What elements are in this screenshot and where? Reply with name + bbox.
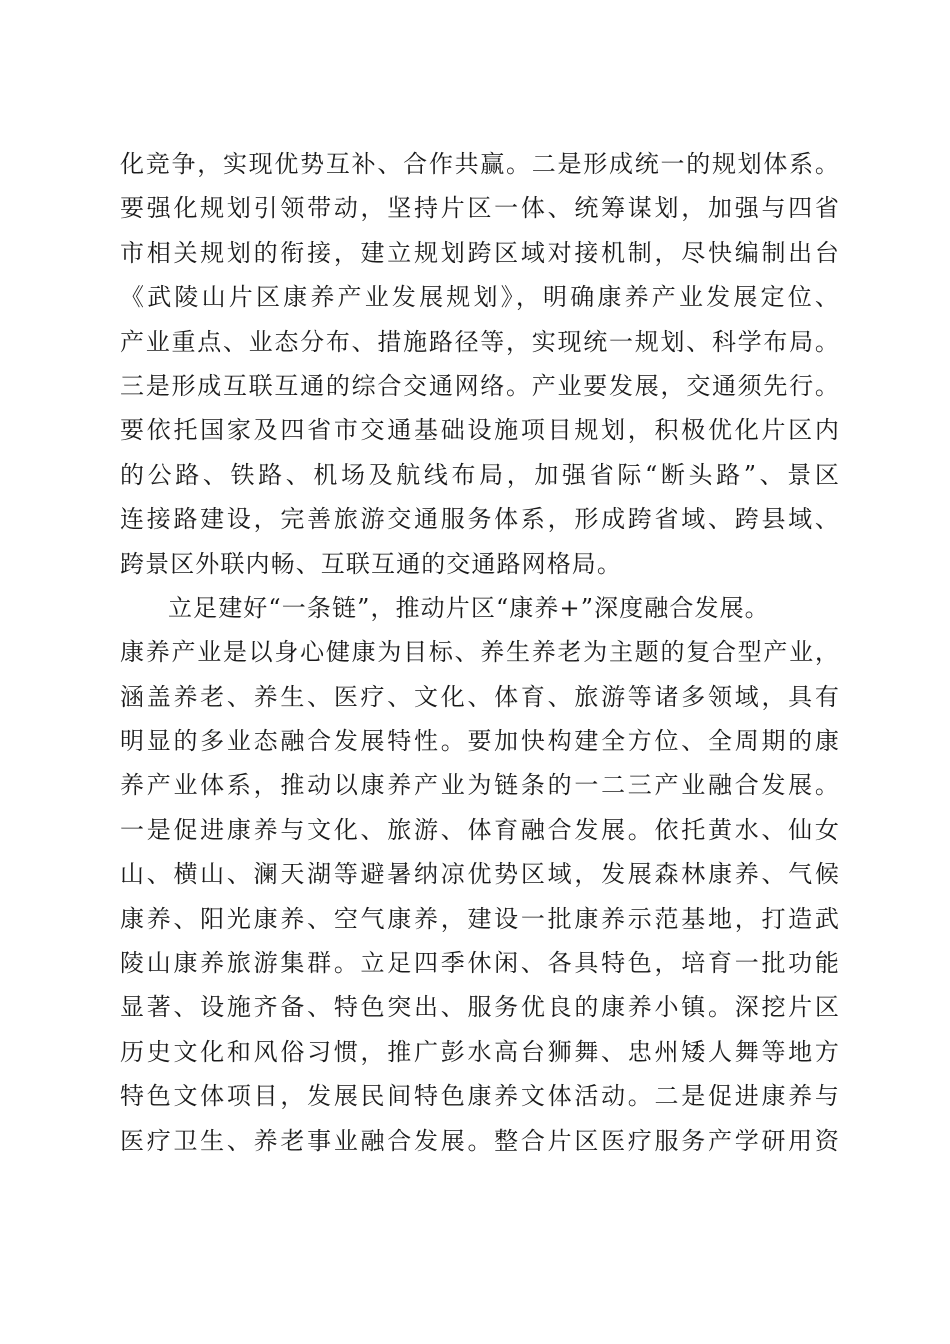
text-line: 历史文化和风俗习惯，推广彭水高台狮舞、忠州矮人舞等地方 [120,1037,840,1066]
text-line: 特色文体项目，发展民间特色康养文体活动。二是促进康养与 [120,1082,840,1111]
text-line: 康养、阳光康养、空气康养，建设一批康养示范基地，打造武 [120,904,840,933]
text-line: 涵盖养老、养生、医疗、文化、体育、旅游等诸多领域，具有 [120,682,840,711]
text-line: 三是形成互联互通的综合交通网络。产业要发展，交通须先行。 [120,371,840,400]
text-line: 康养产业是以身心健康为目标、养生养老为主题的复合型产业， [120,638,840,667]
text-line: 连接路建设，完善旅游交通服务体系，形成跨省域、跨县域、 [120,505,840,534]
text-line: 要依托国家及四省市交通基础设施项目规划，积极优化片区内 [120,416,840,445]
text-line: 要强化规划引领带动，坚持片区一体、统筹谋划，加强与四省 [120,194,840,223]
text-line: 医疗卫生、养老事业融合发展。整合片区医疗服务产学研用资 [120,1126,840,1155]
text-line: 市相关规划的衔接，建立规划跨区域对接机制，尽快编制出台 [120,238,840,267]
text-line: 产业重点、业态分布、措施路径等，实现统一规划、科学布局。 [120,327,840,356]
text-line: 明显的多业态融合发展特性。要加快构建全方位、全周期的康 [120,727,840,756]
text-line: 养产业体系，推动以康养产业为链条的一二三产业融合发展。 [120,771,840,800]
text-line: 显著、设施齐备、特色突出、服务优良的康养小镇。深挖片区 [120,993,840,1022]
body-text [120,142,840,1163]
text-line: 跨景区外联内畅、互联互通的交通路网格局。 [120,549,622,578]
text-line: 的公路、铁路、机场及航线布局，加强省际“断头路”、景区 [120,460,840,489]
text-line: 一是促进康养与文化、旅游、体育融合发展。依托黄水、仙女 [120,815,840,844]
text-line: 陵山康养旅游集群。立足四季休闲、各具特色，培育一批功能 [120,949,840,978]
text-line: 山、横山、澜天湖等避暑纳凉优势区域，发展森林康养、气候 [120,860,840,889]
paragraph-heading-line: 立足建好“一条链”，推动片区“康养+”深度融合发展。 [168,593,770,622]
text-line: 《武陵山片区康养产业发展规划》，明确康养产业发展定位、 [120,283,840,312]
text-line: 化竞争，实现优势互补、合作共赢。二是形成统一的规划体系。 [120,150,840,178]
